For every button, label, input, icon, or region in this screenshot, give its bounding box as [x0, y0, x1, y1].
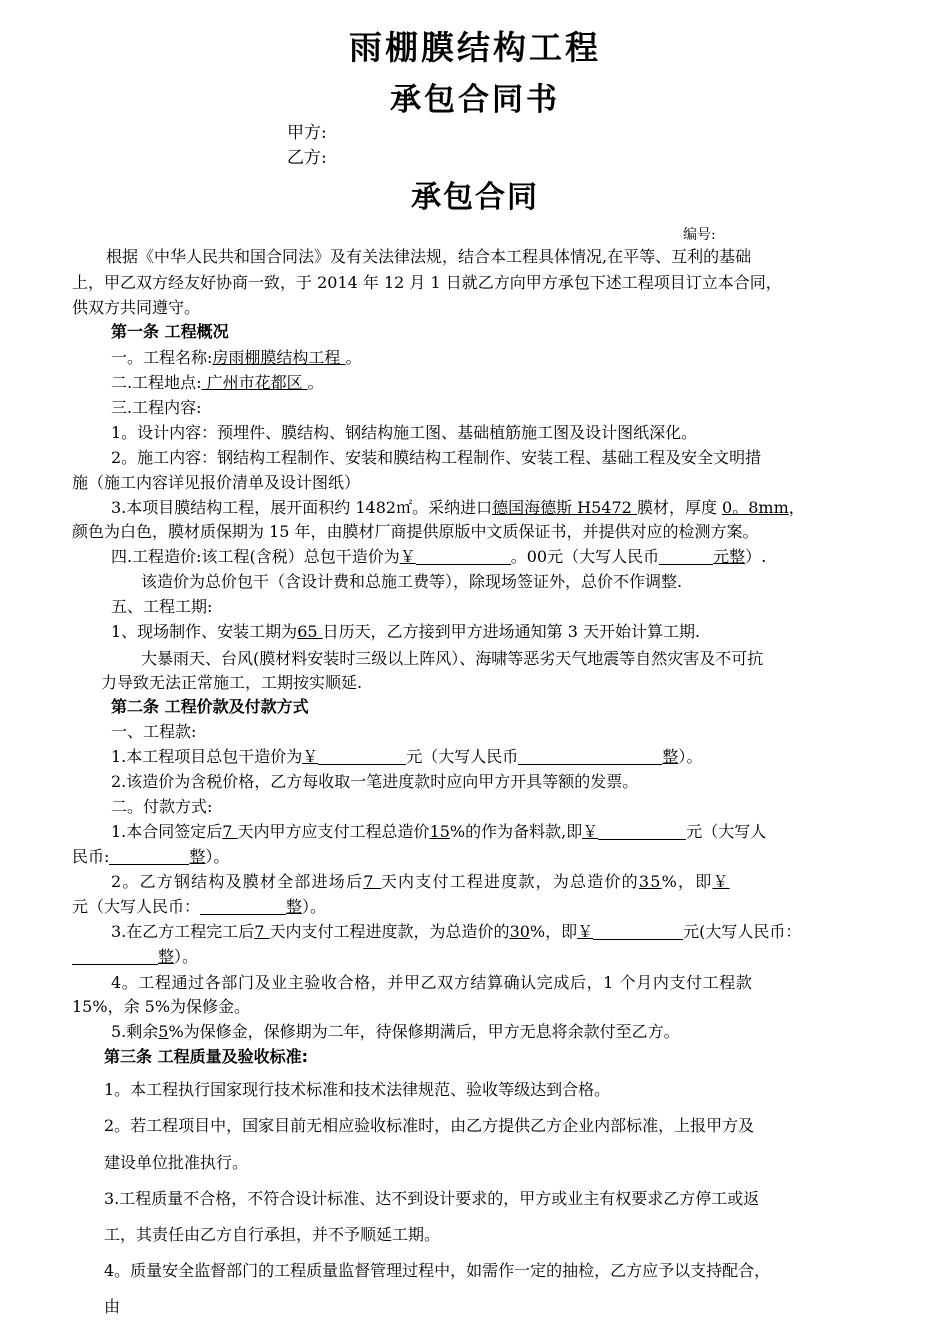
- payment-1-amount-blank: [598, 823, 686, 840]
- project-name-label: 一。工程名称:: [111, 348, 213, 367]
- payment-1-words-blank: [109, 848, 189, 865]
- project-name-value: 房雨棚膜结构工程: [212, 348, 346, 367]
- project-content-label: 三.工程内容:: [111, 398, 202, 417]
- article-1-heading: 第一条 工程概况: [111, 322, 229, 341]
- payment-5-line: 5.剩余5%为保修金，保修期为二年，待保修期满后，甲方无息将余款付至乙方。: [111, 1022, 680, 1041]
- quality-clause-4-line-2: 由: [104, 1297, 121, 1316]
- construction-content-line-2: 施（施工内容详见报价清单及设计图纸）: [72, 473, 361, 492]
- membrane-thickness: 0。8mm: [722, 498, 789, 517]
- project-location-label: 二.工程地点:: [111, 373, 202, 392]
- tax-invoice-clause: 2.该造价为含税价格，乙方每收取一笔进度款时应向甲方开具等额的发票。: [111, 772, 639, 791]
- payment-3-words-blank: [72, 948, 158, 965]
- total-price-words-blank: [518, 748, 662, 765]
- design-content: 1。设计内容：预埋件、膜结构、钢结构施工图、基础植筋施工图及设计图纸深化。: [111, 423, 698, 442]
- payment-3-line-1: 3.在乙方工程完工后7 天内支付工程进度款，为总造价的30%，即￥ 元(大写人民币：: [111, 922, 802, 941]
- payment-2-words-blank: [200, 898, 286, 915]
- article-3-heading: 第三条 工程质量及验收标准:: [104, 1047, 308, 1066]
- membrane-spec-line-1: 3.本项目膜结构工程，展开面积约 1482㎡。采纳进口德国海德斯 H5472 膜材，厚度 0。8mm，: [111, 498, 805, 517]
- payment-4-line-2: 15%，余 5%为保修金。: [72, 997, 251, 1016]
- cost-words-blank: [659, 548, 713, 565]
- project-period-line: 1、现场制作、安装工期为65 日历天，乙方接到甲方进场通知第 3 天开始计算工期.: [111, 622, 701, 641]
- article-2-heading: 第二条 工程价款及付款方式: [111, 697, 309, 716]
- cost-note: 该造价为总价包干（含设计费和总施工费等），除现场签证外，总价不作调整.: [141, 572, 683, 591]
- payment-method-label: 二。付款方式:: [111, 797, 213, 816]
- total-price-blank: [318, 748, 406, 765]
- payment-3-line-2: 整）。: [72, 946, 950, 968]
- payment-1-line-2: 民币: 整）。: [72, 847, 230, 866]
- total-price-line: 1.本工程项目总包干造价为￥ 元（大写人民币 整）。: [111, 747, 703, 766]
- weather-clause-line-2: 力导致无法正常施工，工期按实顺延.: [101, 673, 363, 692]
- quality-clause-4-line-1: 4。质量安全监督部门的工程质量监督管理过程中，如需作一定的抽检，乙方应予以支持配合，: [104, 1261, 771, 1280]
- quality-clause-2-line-1: 2。若工程项目中，国家目前无相应验收标准时，由乙方提供乙方企业内部标准，上报甲方及: [104, 1116, 755, 1135]
- weather-clause-line-1: 大暴雨天、台风(膜材料安装时三级以上阵风）、海啸等恶劣天气地震等自然灾害及不可抗: [141, 649, 764, 668]
- project-location-value: 广州市花都区: [201, 373, 308, 392]
- party-a-label: 甲方:: [287, 123, 327, 143]
- price-label: 一、工程款:: [111, 722, 197, 741]
- cost-amount-blank: [416, 548, 511, 565]
- payment-2-line-2: 元（大写人民币： 整）。: [72, 897, 327, 916]
- payment-3-amount-blank: [593, 923, 683, 940]
- party-b-label: 乙方:: [287, 148, 327, 168]
- project-name-line: 一。工程名称:房雨棚膜结构工程 。: [111, 348, 362, 367]
- preamble-line-1: 根据《中华人民共和国合同法》及有关法律法规，结合本工程具体情况,在平等、互利的基础: [106, 247, 752, 266]
- document-title: 雨棚膜结构工程: [349, 28, 601, 67]
- quality-clause-3-line-1: 3.工程质量不合格，不符合设计标准、达不到设计要求的，甲方或业主有权要求乙方停工或返: [104, 1189, 760, 1208]
- payment-1-line-1: 1.本合同签定后7 天内甲方应支付工程总造价15%的作为备料款,即￥ 元（大写人: [111, 822, 767, 841]
- preamble-line-2: 上，甲乙双方经友好协商一致，于 2014 年 12 月 1 日就乙方向甲方承包下述工程项目订立本合同，: [72, 273, 782, 292]
- payment-4-line-1: 4。工程通过各部门及业主验收合格，并甲乙双方结算确认完成后，1 个月内支付工程款: [111, 973, 753, 992]
- period-days: 65: [297, 622, 323, 641]
- serial-number-label: 编号:: [683, 227, 716, 243]
- quality-clause-1: 1。本工程执行国家现行技术标准和技术法律规范、验收等级达到合格。: [104, 1080, 611, 1099]
- document-subtitle: 承包合同书: [390, 82, 560, 118]
- membrane-spec-line-2: 颜色为白色，膜材质保期为 15 年，由膜材厂商提供原版中文质保证书，并提供对应的检测方案。: [72, 522, 759, 541]
- quality-clause-3-line-2: 工，其责任由乙方自行承担，并不予顺延工期。: [104, 1225, 441, 1244]
- construction-content-line-1: 2。施工内容：钢结构工程制作、安装和膜结构工程制作、安装工程、基础工程及安全文明措: [111, 448, 762, 467]
- preamble-line-3: 供双方共同遵守。: [72, 298, 201, 317]
- quality-clause-2-line-2: 建设单位批准执行。: [104, 1153, 249, 1172]
- project-location-line: 二.工程地点: 广州市花都区 。: [111, 373, 324, 392]
- membrane-brand: 德国海德斯 H5472: [492, 498, 637, 517]
- contract-title: 承包合同: [411, 180, 539, 215]
- project-period-label: 五、工程工期:: [111, 597, 213, 616]
- payment-2-line-1: 2。乙方钢结构及膜材全部进场后7 天内支付工程进度款，为总造价的35%，即￥: [111, 872, 730, 891]
- project-cost-line: 四.工程造价:该工程(含税）总包干造价为￥ 。00元（大写人民币 元整）.: [111, 547, 767, 566]
